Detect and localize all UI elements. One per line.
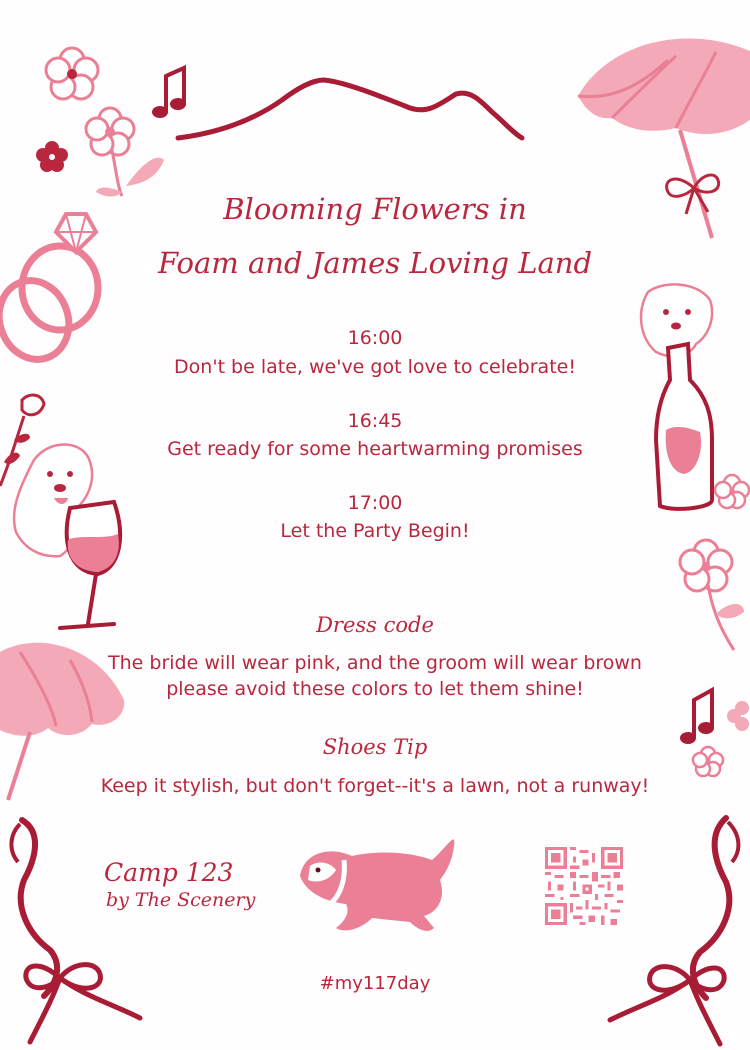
schedule-time-2: 16:45 — [347, 410, 403, 432]
shoes-tip-text: Keep it stylish, but don't forget--it's a lawn, not a runway! — [100, 775, 650, 797]
invitation-title-line1: Blooming Flowers in — [223, 192, 527, 226]
ribbon-icon — [610, 818, 738, 1044]
venue-name: Camp 123 — [104, 858, 234, 887]
umbrella-icon — [578, 39, 750, 238]
dog-icon — [300, 839, 454, 931]
bow-icon — [667, 175, 719, 214]
dress-code-heading: Dress code — [316, 613, 434, 637]
qr-code-icon[interactable] — [544, 847, 624, 925]
dress-code-line2: please avoid these colors to let them shine! — [166, 678, 584, 700]
shoes-tip-heading: Shoes Tip — [322, 735, 428, 759]
dress-code-line1: The bride will wear pink, and the groom will wear brown — [108, 652, 642, 674]
venue-label — [104, 858, 274, 911]
schedule-time-1: 16:00 — [347, 327, 403, 349]
music-note-icon — [152, 68, 186, 118]
schedule-text-3: Let the Party Begin! — [280, 520, 470, 542]
flower-icon — [36, 48, 164, 197]
invitation-title-line2: Foam and James Loving Land — [157, 246, 593, 280]
mountain-icon — [178, 80, 522, 138]
venue-byline: by The Scenery — [106, 889, 256, 911]
schedule-time-3: 17:00 — [347, 492, 403, 514]
ribbon-icon — [11, 820, 140, 1042]
schedule-text-2: Get ready for some heartwarming promises — [167, 438, 583, 460]
hashtag: #my117day — [319, 973, 431, 994]
schedule-text-1: Don't be late, we've got love to celebrate! — [174, 356, 576, 378]
